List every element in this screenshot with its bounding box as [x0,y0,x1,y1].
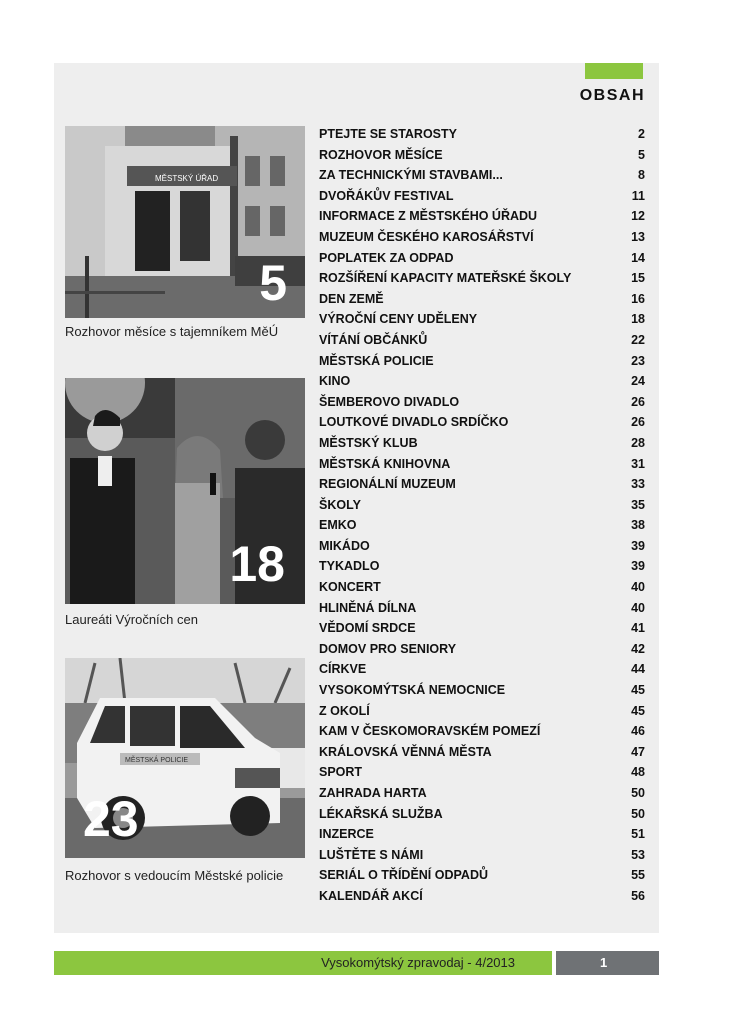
toc-entry-page: 14 [631,250,645,265]
toc-entry-page: 40 [631,580,645,595]
toc-entry-page: 56 [631,888,645,903]
toc-entry-title: VÍTÁNÍ OBČÁNKŮ [319,332,428,347]
toc-entry-title: DVOŘÁKŮV FESTIVAL [319,188,454,203]
toc-entry[interactable] [319,227,645,248]
toc-entry[interactable] [319,371,645,392]
toc-entry-page: 55 [631,868,645,883]
toc-entry[interactable] [319,659,645,680]
toc-entry[interactable] [319,474,645,495]
toc-entry[interactable] [319,804,645,825]
toc-entry-page: 24 [631,374,645,389]
footer-page-number: 1 [600,955,608,970]
toc-entry-page: 26 [631,415,645,430]
toc-entry[interactable] [319,289,645,310]
toc-entry[interactable] [319,680,645,701]
toc-entry[interactable] [319,762,645,783]
toc-entry-title: MĚSTSKÝ KLUB [319,435,418,450]
toc-entry-title: DEN ZEMĚ [319,291,384,306]
toc-entry-title: ŠEMBEROVO DIVADLO [319,394,460,409]
photo-laureates [65,378,305,604]
photo-town-hall [65,126,305,318]
contents-heading: OBSAH [579,87,645,104]
toc-entry[interactable] [319,124,645,145]
toc-entry-page: 47 [631,744,645,759]
toc-entry-title: SERIÁL O TŘÍDĚNÍ ODPADŮ [319,868,488,883]
toc-entry-title: POPLATEK ZA ODPAD [319,250,454,265]
toc-entry-page: 46 [631,724,645,739]
toc-entry-page: 23 [631,353,645,368]
toc-entry-title: HLINĚNÁ DÍLNA [319,600,417,615]
toc-entry[interactable] [319,639,645,660]
toc-entry-title: LUŠTĚTE S NÁMI [319,847,424,862]
toc-entry-title: ROZHOVOR MĚSÍCE [319,147,443,162]
car-lettering: MĚSTSKÁ POLICIE [125,757,189,764]
toc-entry-page: 45 [631,683,645,698]
toc-entry-page: 31 [631,456,645,471]
town-hall-sign: MĚSTSKÝ ÚŘAD [155,174,219,183]
toc-entry-title: LÉKAŘSKÁ SLUŽBA [319,806,443,821]
table-of-contents [319,124,645,907]
toc-entry-title: LOUTKOVÉ DIVADLO SRDÍČKO [319,415,509,430]
photo-page-number: 23 [83,791,139,847]
toc-entry[interactable] [319,392,645,413]
toc-entry-title: PTEJTE SE STAROSTY [319,127,457,141]
footer-publication-title: Vysokomýtský zpravodaj - 4/2013 [321,955,515,970]
photo-page-number: 18 [229,536,285,592]
toc-entry-title: ZAHRADA HARTA [319,786,427,800]
toc-entry-title: ZA TECHNICKÝMI STAVBAMI... [319,168,503,183]
accent-bar [585,63,643,79]
toc-entry[interactable] [319,206,645,227]
photo-police-car [65,658,305,858]
toc-entry-title: ROZŠÍŘENÍ KAPACITY MATEŘSKÉ ŠKOLY [319,271,572,286]
toc-entry[interactable] [319,701,645,722]
toc-entry-page: 18 [631,312,645,327]
toc-entry[interactable] [319,165,645,186]
toc-entry-title: DOMOV PRO SENIORY [319,641,457,656]
toc-entry-title: INZERCE [319,827,374,842]
toc-entry-page: 12 [631,209,645,224]
toc-entry-page: 33 [631,477,645,492]
toc-entry-title: REGIONÁLNÍ MUZEUM [319,477,456,492]
toc-entry[interactable] [319,433,645,454]
toc-entry[interactable] [319,268,645,289]
toc-entry[interactable] [319,742,645,763]
toc-entry-title: VĚDOMÍ SRDCE [319,621,416,636]
footer-separator [540,951,552,975]
footer-page-box [556,951,659,975]
toc-entry-page: 13 [631,229,645,244]
toc-entry[interactable] [319,309,645,330]
toc-entry-title: MUZEUM ČESKÉHO KAROSÁŘSTVÍ [319,229,534,244]
toc-entry[interactable] [319,577,645,598]
photo-caption: Laureáti Výročních cen [65,612,198,627]
toc-entry-page: 39 [631,538,645,553]
toc-entry-page: 5 [638,147,645,162]
toc-entry-page: 45 [631,703,645,718]
toc-entry-title: KRÁLOVSKÁ VĚNNÁ MĚSTA [319,744,492,759]
toc-entry[interactable] [319,598,645,619]
toc-entry[interactable] [319,412,645,433]
toc-entry-title: MIKÁDO [319,538,370,553]
toc-entry-title: KALENDÁŘ AKCÍ [319,888,423,903]
photo-page-number: 5 [259,255,287,311]
toc-entry[interactable] [319,330,645,351]
toc-entry-title: TYKADLO [319,559,380,574]
toc-entry-page: 2 [638,127,645,141]
toc-entry-page: 15 [631,271,645,286]
toc-entry[interactable] [319,845,645,866]
toc-entry-page: 22 [631,332,645,347]
toc-entry[interactable] [319,886,645,907]
toc-entry[interactable] [319,145,645,166]
toc-entry[interactable] [319,618,645,639]
toc-entry[interactable] [319,865,645,886]
toc-entry-page: 8 [638,168,645,183]
toc-entry-title: Z OKOLÍ [319,703,370,718]
toc-entry-page: 40 [631,600,645,615]
toc-entry[interactable] [319,248,645,269]
toc-entry-page: 44 [631,662,645,677]
toc-entry-page: 26 [631,394,645,409]
photo-caption: Rozhovor s vedoucím Městské policie [65,868,284,883]
toc-entry-page: 41 [631,621,645,636]
toc-entry-page: 16 [631,291,645,306]
toc-entry-page: 38 [631,518,645,533]
toc-entry-page: 50 [631,786,645,800]
toc-entry-title: KINO [319,374,351,389]
toc-entry[interactable] [319,783,645,804]
toc-entry-title: ŠKOLY [319,497,361,512]
toc-entry[interactable] [319,186,645,207]
toc-entry[interactable] [319,495,645,516]
toc-entry-page: 48 [631,765,645,780]
photo-caption: Rozhovor měsíce s tajemníkem MěÚ [65,324,279,339]
toc-entry-page: 39 [631,559,645,574]
toc-entry-page: 51 [631,827,645,842]
toc-entry-title: SPORT [319,765,363,780]
toc-entry[interactable] [319,351,645,372]
toc-entry[interactable] [319,454,645,475]
toc-entry-title: EMKO [319,518,357,533]
toc-entry[interactable] [319,721,645,742]
toc-entry-page: 11 [631,188,645,203]
toc-entry[interactable] [319,536,645,557]
toc-entry-title: INFORMACE Z MĚSTSKÉHO ÚŘADU [319,209,538,224]
toc-entry[interactable] [319,556,645,577]
toc-entry-title: VÝROČNÍ CENY UDĚLENY [319,312,478,327]
toc-entry-page: 53 [631,847,645,862]
toc-entry-page: 50 [631,806,645,821]
toc-entry-page: 35 [631,497,645,512]
toc-entry-title: KAM V ČESKOMORAVSKÉM POMEZÍ [319,724,541,739]
toc-entry-title: VYSOKOMÝTSKÁ NEMOCNICE [319,683,506,698]
toc-entry-title: KONCERT [319,580,381,595]
toc-entry-page: 28 [631,435,645,450]
toc-entry[interactable] [319,515,645,536]
toc-entry-title: MĚSTSKÁ POLICIE [319,353,434,368]
toc-entry-page: 42 [631,641,645,656]
toc-entry-title: CÍRKVE [319,662,367,677]
toc-entry-title: MĚSTSKÁ KNIHOVNA [319,456,451,471]
toc-entry[interactable] [319,824,645,845]
